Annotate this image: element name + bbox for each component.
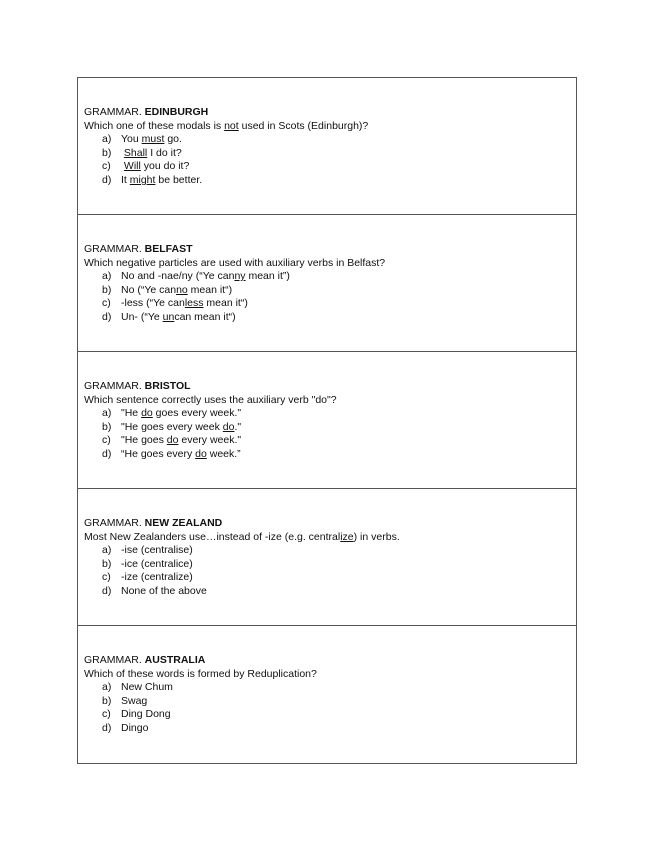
quiz-card-edinburgh bbox=[78, 78, 576, 215]
card-heading bbox=[84, 243, 570, 257]
question-text: Which of these words is formed by Reduplication? bbox=[84, 667, 317, 680]
answer-option-c: c) Ding Dong bbox=[102, 708, 171, 721]
question-text: Which sentence correctly uses the auxiliary verb "do"? bbox=[84, 393, 337, 406]
question-text: Which negative particles are used with auxiliary verbs in Belfast? bbox=[84, 256, 386, 269]
category-label: GRAMMAR. bbox=[84, 517, 142, 529]
answer-options bbox=[84, 133, 570, 187]
card-heading bbox=[84, 380, 570, 394]
answer-option-d: d) Un- (“Ye uncan mean it“) bbox=[102, 310, 236, 323]
answer-option-d: d) None of the above bbox=[102, 584, 207, 597]
answer-option-d: d) It might be better. bbox=[102, 173, 203, 186]
answer-option-c: c) Will you do it? bbox=[102, 160, 190, 173]
quiz-card-belfast bbox=[78, 215, 576, 352]
answer-option-b: b) "He goes every week do." bbox=[102, 420, 242, 433]
card-heading bbox=[84, 517, 570, 531]
category-label: GRAMMAR. bbox=[84, 380, 142, 392]
answer-options bbox=[84, 544, 570, 598]
answer-option-b: b) Swag bbox=[102, 694, 148, 707]
answer-option-a: a) "He do goes every week." bbox=[102, 407, 242, 420]
answer-option-d: d) “He goes every do week.” bbox=[102, 447, 241, 460]
answer-option-d: d) Dingo bbox=[102, 721, 149, 734]
quiz-card-australia bbox=[78, 626, 576, 763]
region-label: BELFAST bbox=[144, 243, 193, 255]
quiz-card-bristol bbox=[78, 352, 576, 489]
region-label: NEW ZEALAND bbox=[144, 517, 223, 529]
quiz-card-new-zealand bbox=[78, 489, 576, 626]
region-label: BRISTOL bbox=[144, 380, 191, 392]
quiz-card-sheet bbox=[77, 77, 577, 764]
category-label: GRAMMAR. bbox=[84, 654, 142, 666]
region-label: AUSTRALIA bbox=[144, 654, 206, 666]
answer-option-b: b) Shall I do it? bbox=[102, 146, 182, 159]
answer-option-c: c) -ize (centralize) bbox=[102, 571, 193, 584]
answer-option-c: c) -less (“Ye canless mean it“) bbox=[102, 297, 248, 310]
answer-option-a: a) No and -nae/ny (“Ye canny mean it”) bbox=[102, 270, 290, 283]
category-label: GRAMMAR. bbox=[84, 243, 142, 255]
question-text: Which one of these modals is not used in Scots (Edinburgh)? bbox=[84, 119, 369, 132]
answer-option-c: c) "He goes do every week." bbox=[102, 434, 242, 447]
answer-option-b: b) -ice (centralice) bbox=[102, 557, 193, 570]
card-heading bbox=[84, 106, 570, 120]
answer-option-b: b) No (“Ye canno mean it“) bbox=[102, 283, 233, 296]
answer-option-a: a) You must go. bbox=[102, 133, 182, 146]
answer-option-a: a) New Chum bbox=[102, 681, 173, 694]
question-text: Most New Zealanders use…instead of -ize (e.g. centralize) in verbs. bbox=[84, 530, 400, 543]
answer-options bbox=[84, 407, 570, 461]
category-label: GRAMMAR. bbox=[84, 106, 142, 118]
region-label: EDINBURGH bbox=[144, 106, 209, 118]
answer-option-a: a) -ise (centralise) bbox=[102, 544, 193, 557]
answer-options bbox=[84, 270, 570, 324]
card-heading bbox=[84, 654, 570, 668]
answer-options bbox=[84, 681, 570, 735]
